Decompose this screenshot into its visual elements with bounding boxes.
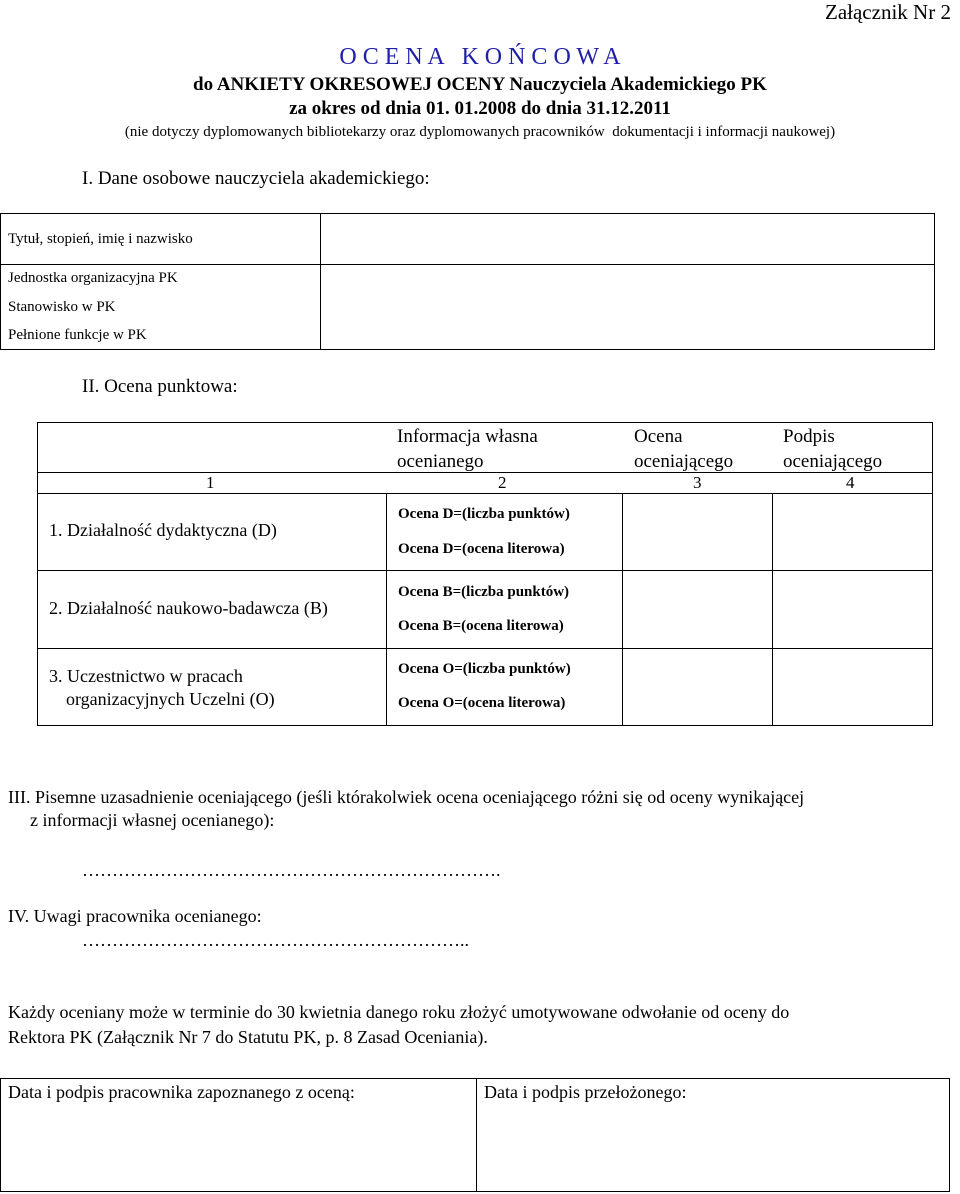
row-score-points-d: Ocena D=(liczba punktów) <box>398 506 570 522</box>
annex-label: Załącznik Nr 2 <box>825 0 951 24</box>
employee-signature-label: Data i podpis pracownika zapoznanego z oceną: <box>8 1082 355 1102</box>
justification-field[interactable]: ……………………………………………………………. <box>82 860 501 880</box>
section-1-heading: I. Dane osobowe nauczyciela akademickiego: <box>82 168 430 189</box>
col-number-2: 2 <box>498 473 507 492</box>
score-table-row-line-1 <box>37 570 933 571</box>
appeal-note-1: Każdy oceniany może w terminie do 30 kwietnia danego roku złożyć umotywowane odwołanie od oceny do <box>8 1002 790 1022</box>
row-score-letter-o: Ocena O=(ocena literowa) <box>398 695 566 711</box>
score-table-col-divider-2 <box>622 493 623 726</box>
field-label-name: Tytuł, stopień, imię i nazwisko <box>8 231 193 247</box>
row-score-points-o: Ocena O=(liczba punktów) <box>398 661 571 677</box>
col-number-4: 4 <box>846 473 855 492</box>
evaluator-score-d[interactable] <box>624 495 771 569</box>
row-score-letter-d: Ocena D=(ocena literowa) <box>398 541 565 557</box>
supervisor-signature-field[interactable] <box>478 1106 948 1190</box>
employee-signature-field[interactable] <box>2 1106 474 1190</box>
col-number-1: 1 <box>206 473 215 492</box>
col-header-signature-1: Podpis <box>783 426 835 447</box>
col-header-evaluator-1: Ocena <box>634 426 683 447</box>
row-score-points-b: Ocena B=(liczba punktów) <box>398 584 570 600</box>
signature-divider <box>476 1078 477 1192</box>
field-label-unit: Jednostka organizacyjna PK <box>8 270 178 286</box>
score-table-col-divider-1 <box>386 493 387 726</box>
evaluator-signature-o[interactable] <box>774 650 932 725</box>
supervisor-signature-label: Data i podpis przełożonego: <box>484 1082 687 1102</box>
period-line: za okres od dnia 01. 01.2008 do dnia 31.12.2011 <box>289 98 671 119</box>
evaluator-signature-b[interactable] <box>774 572 932 647</box>
section-4-heading: IV. Uwagi pracownika ocenianego: <box>8 906 262 926</box>
evaluator-score-o[interactable] <box>624 650 771 725</box>
field-value-name[interactable] <box>322 215 933 263</box>
evaluator-score-b[interactable] <box>624 572 771 647</box>
document-subtitle: do ANKIETY OKRESOWEJ OCENY Nauczyciela Akademickiego PK <box>193 74 767 95</box>
col-header-self-info-2: ocenianego <box>397 451 484 472</box>
row-label-research: 2. Działalność naukowo-badawcza (B) <box>49 598 328 618</box>
section-2-heading: II. Ocena punktowa: <box>82 376 238 397</box>
row-label-didactic: 1. Działalność dydaktyczna (D) <box>49 520 277 540</box>
section-3-heading-2: z informacji własnej ocenianego): <box>30 810 275 830</box>
appeal-note-2: Rektora PK (Załącznik Nr 7 do Statutu PK, p. 8 Zasad Oceniania). <box>8 1027 488 1047</box>
col-header-self-info-1: Informacja własna <box>397 426 538 447</box>
field-label-position: Stanowisko w PK <box>8 299 116 315</box>
employee-remarks-field[interactable]: ……………………………………………………….. <box>82 930 469 950</box>
evaluator-signature-d[interactable] <box>774 495 932 569</box>
row-label-organizational-2: organizacyjnych Uczelni (O) <box>66 689 275 709</box>
field-value-unit-position-functions[interactable] <box>322 266 933 348</box>
field-label-functions: Pełnione funkcje w PK <box>8 327 147 343</box>
score-table-row-line-2 <box>37 648 933 649</box>
col-number-3: 3 <box>693 473 702 492</box>
score-table-col-divider-3 <box>772 493 773 726</box>
col-header-signature-2: oceniającego <box>783 451 883 472</box>
exclusion-note: (nie dotyczy dyplomowanych bibliotekarzy oraz dyplomowanych pracowników dokumentacji i informacji naukowej) <box>124 124 836 140</box>
row-label-organizational-1: 3. Uczestnictwo w pracach <box>49 666 243 686</box>
score-table-number-line <box>37 493 933 494</box>
personal-data-row-line <box>0 264 935 265</box>
document-title: O C E N A K O Ń C O W A <box>339 44 621 70</box>
section-3-heading-1: III. Pisemne uzasadnienie oceniającego (jeśli którakolwiek ocena oceniającego różni się od oceny wynikającej <box>8 787 805 807</box>
col-header-evaluator-2: oceniającego <box>634 451 734 472</box>
personal-data-divider <box>320 213 321 350</box>
row-score-letter-b: Ocena B=(ocena literowa) <box>398 618 564 634</box>
